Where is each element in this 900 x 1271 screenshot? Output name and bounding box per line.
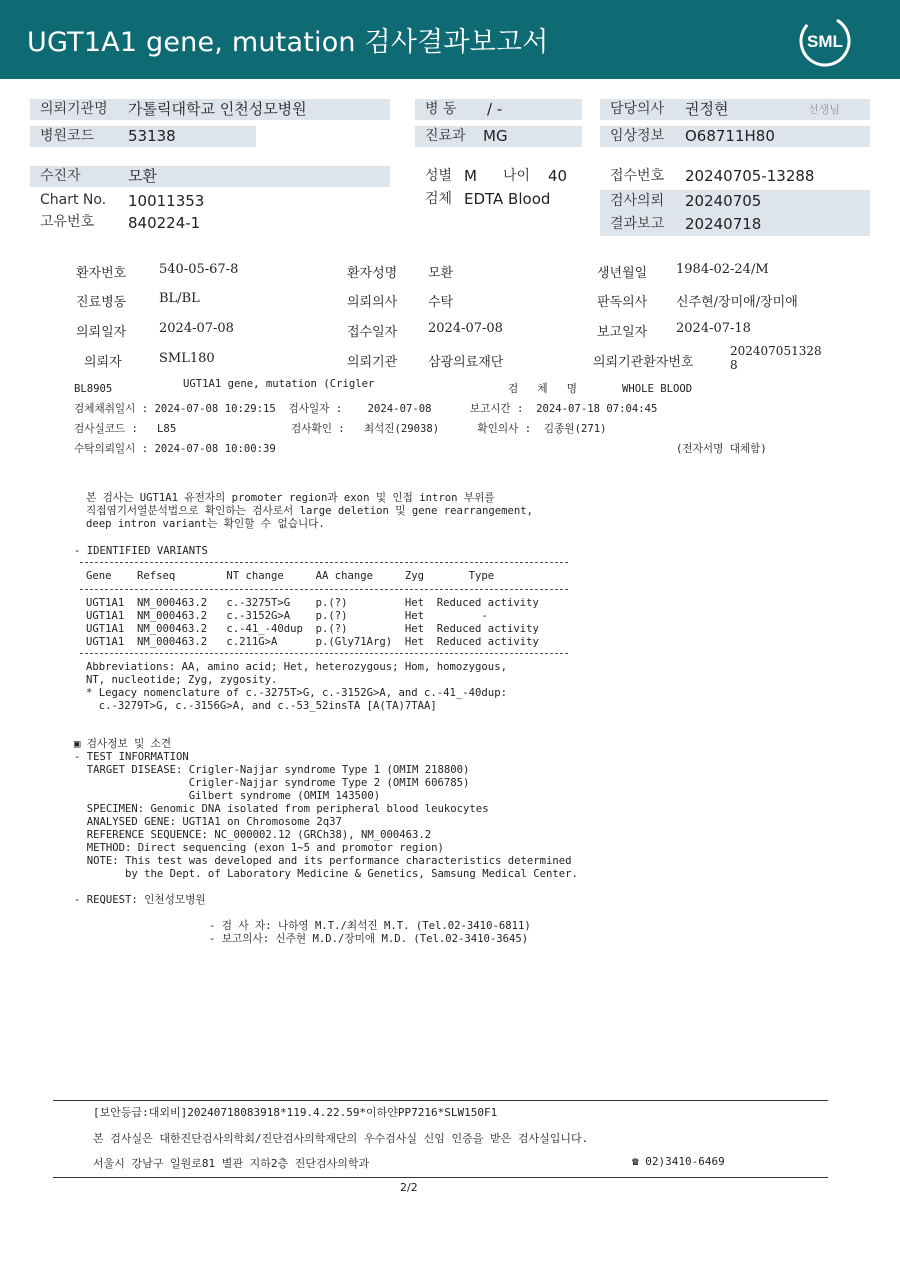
footer-top-rule [53, 1100, 828, 1101]
ward-row [415, 99, 582, 120]
test-info-line: - TEST INFORMATION [74, 751, 189, 763]
specimen-name-value: WHOLE BLOOD [622, 383, 693, 395]
detail-value: SML180 [159, 351, 215, 366]
report-label: 결과보고 [610, 216, 665, 232]
detail-value: 202407051328 [730, 344, 822, 358]
specimen-name-label: 검 체 명 [508, 383, 577, 395]
variant-row: UGT1A1 NM_000463.2 c.-41_-40dup p.(?) Het Reduced activity [86, 623, 539, 635]
table-bottom-rule [80, 653, 568, 654]
detail-value: 삼광의료재단 [428, 355, 504, 370]
detail-label: 생년월일 [597, 266, 648, 281]
test-name: UGT1A1 gene, mutation (Crigler [183, 378, 375, 390]
abbrev-line: * Legacy nomenclature of c.-3275T>G, c.-3152G>A, and c.-41_-40dup: [86, 687, 507, 699]
table-top-rule [80, 562, 568, 563]
request-report-box [600, 190, 870, 236]
request-label: 검사의뢰 [610, 193, 665, 209]
identified-variants-heading: - IDENTIFIED VARIANTS [74, 545, 208, 557]
specimen-value: EDTA Blood [464, 190, 551, 208]
request-line: - REQUEST: 인천성모병원 [74, 894, 206, 906]
hospital-code-row [30, 126, 256, 147]
intro-line: 직접염기서열분석법으로 확인하는 검사로서 large deletion 및 gene rearrangement, [86, 505, 534, 517]
dept-label: 진료과 [425, 128, 466, 144]
signer-line: - 검 사 자: 나하영 M.T./최석진 M.T. (Tel.02-3410-6811) [209, 920, 531, 932]
test-info-line: SPECIMEN: Genomic DNA isolated from peripheral blood leukocytes [74, 803, 489, 815]
report-title: UGT1A1 gene, mutation 검사결과보고서 [27, 27, 549, 58]
patient-value: 모환 [128, 167, 157, 185]
clinical-label: 임상정보 [610, 128, 665, 144]
doctor-value: 권정현 [685, 100, 729, 118]
test-meta-line: 검체채취일시 : 2024-07-08 10:29:15 검사일자 : 2024-07-08 보고시간 : 2024-07-18 07:04:45 [74, 403, 658, 415]
phone-line: ☎ 02)3410-6469 [632, 1155, 725, 1168]
detail-label: 접수일자 [347, 325, 398, 340]
detail-value: 2024-07-08 [159, 321, 234, 336]
detail-value: 신주현/장미애/장미애 [676, 295, 798, 310]
chart-value: 10011353 [128, 192, 205, 210]
logo-text: SML [807, 32, 843, 51]
detail-label: 판독의사 [597, 295, 648, 310]
doctor-suffix: 선생님 [808, 103, 840, 116]
detail-value: 2024-07-18 [676, 321, 751, 336]
certification-line: 본 검사실은 대한진단검사의학회/진단검사의학재단의 우수검사실 신임 인증을 받은 검사실입니다. [93, 1132, 589, 1145]
age-label: 나이 [503, 168, 531, 184]
abbrev-line: NT, nucleotide; Zyg, zygosity. [86, 674, 278, 686]
test-info-line: METHOD: Direct sequencing (exon 1~5 and promotor region) [74, 842, 444, 854]
detail-value: BL/BL [159, 291, 200, 306]
test-info-line: ANALYSED GENE: UGT1A1 on Chromosome 2q37 [74, 816, 342, 828]
detail-label: 의뢰기관환자번호 [593, 355, 694, 370]
hospital-code-value: 53138 [128, 127, 176, 145]
ward-label: 병 동 [425, 101, 457, 117]
intro-line: 본 검사는 UGT1A1 유전자의 promoter region과 exon 및 인접 intron 부위를 [86, 492, 495, 504]
sml-logo [798, 14, 852, 68]
report-value: 20240718 [685, 215, 762, 233]
security-line: [보안등급:대외비]20240718083918*119.4.22.59*이하얀PP7216*SLW150F1 [93, 1106, 498, 1119]
report-header [0, 0, 900, 79]
hospital-code-label: 병원코드 [40, 128, 95, 144]
detail-value: 8 [730, 358, 738, 372]
test-info-line: NOTE: This test was developed and its performance characteristics determined [74, 855, 572, 867]
variant-row: UGT1A1 NM_000463.2 c.-3275T>G p.(?) Het Reduced activity [86, 597, 539, 609]
detail-value: 2024-07-08 [428, 321, 503, 336]
address-line: 서울시 강남구 일원로81 별관 지하2층 진단검사의학과 [93, 1157, 370, 1170]
detail-label: 보고일자 [597, 325, 648, 340]
variant-row: UGT1A1 NM_000463.2 c.211G>A p.(Gly71Arg) Het Reduced activity [86, 636, 539, 648]
institution-row [30, 99, 390, 120]
doctor-label: 담당의사 [610, 101, 665, 117]
test-info-line: Gilbert syndrome (OMIM 143500) [74, 790, 381, 802]
variant-table-header: Gene Refseq NT change AA change Zyg Type [86, 570, 495, 582]
doctor-row [600, 99, 870, 120]
esign-note: (전자서명 대체함) [676, 443, 767, 455]
detail-label: 환자번호 [76, 266, 127, 281]
age-value: 40 [548, 167, 568, 185]
page-number: 2/2 [400, 1181, 418, 1194]
detail-value: 1984-02-24/M [676, 262, 769, 277]
dept-row [415, 126, 582, 147]
specimen-label: 검체 [425, 191, 453, 207]
intro-line: deep intron variant는 확인할 수 없습니다. [86, 518, 325, 530]
dept-value: MG [483, 127, 508, 145]
footer-bottom-rule [53, 1177, 828, 1178]
clinical-row [600, 126, 870, 147]
abbrev-line: c.-3279T>G, c.-3156G>A, and c.-53_52insTA [A(TA)7TAA] [86, 700, 437, 712]
detail-label: 의뢰기관 [347, 355, 398, 370]
receipt-value: 20240705-13288 [685, 167, 815, 185]
chart-label: Chart No. [40, 192, 107, 208]
test-meta-line: 검사실코드 : L85 검사확인 : 최석진(29038) 확인의사 : 김종원(271) [74, 423, 607, 435]
detail-label: 진료병동 [76, 295, 127, 310]
sex-value: M [464, 167, 477, 185]
sex-label: 성별 [425, 168, 453, 184]
clinical-value: O68711H80 [685, 127, 775, 145]
institution-label: 의뢰기관명 [40, 101, 108, 117]
signer-line: - 보고의사: 신주현 M.D./장미애 M.D. (Tel.02-3410-3645) [209, 933, 529, 945]
table-header-rule [80, 589, 568, 590]
patient-row [30, 166, 390, 187]
detail-value: 540-05-67-8 [159, 262, 239, 277]
test-code: BL8905 [74, 383, 113, 395]
test-info-line: by the Dept. of Laboratory Medicine & Genetics, Samsung Medical Center. [74, 868, 578, 880]
detail-label: 의뢰의사 [347, 295, 398, 310]
variant-row: UGT1A1 NM_000463.2 c.-3152G>A p.(?) Het - [86, 610, 488, 622]
test-meta-line: 수탁의뢰일시 : 2024-07-08 10:00:39 [74, 443, 276, 455]
patient-label: 수진자 [40, 168, 81, 184]
abbrev-line: Abbreviations: AA, amino acid; Het, heterozygous; Hom, homozygous, [86, 661, 507, 673]
detail-label: 의뢰자 [84, 355, 122, 370]
test-info-heading: ▣ 검사정보 및 소견 [74, 738, 172, 750]
uid-label: 고유번호 [40, 214, 95, 230]
test-info-line: Crigler-Najjar syndrome Type 2 (OMIM 606785) [74, 777, 470, 789]
detail-label: 의뢰일자 [76, 325, 127, 340]
institution-value: 가톨릭대학교 인천성모병원 [128, 100, 307, 118]
uid-value: 840224-1 [128, 214, 201, 232]
detail-value: 모환 [428, 266, 454, 281]
detail-value: 수탁 [428, 295, 454, 310]
test-info-line: TARGET DISEASE: Crigler-Najjar syndrome Type 1 (OMIM 218800) [74, 764, 470, 776]
test-info-line: REFERENCE SEQUENCE: NC_000002.12 (GRCh38), NM_000463.2 [74, 829, 432, 841]
request-value: 20240705 [685, 192, 762, 210]
receipt-label: 접수번호 [610, 168, 665, 184]
ward-value: / - [487, 100, 503, 118]
detail-label: 환자성명 [347, 266, 398, 281]
